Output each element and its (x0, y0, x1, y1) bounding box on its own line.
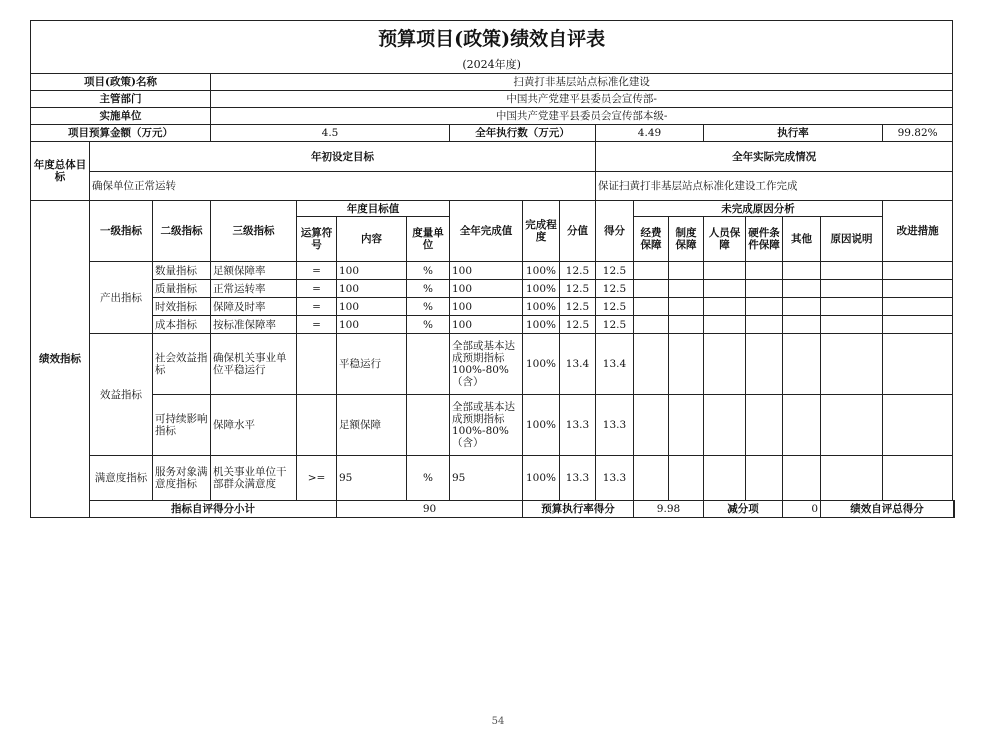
row-op (297, 334, 337, 395)
row-level3: 按标准保障率 (211, 316, 297, 334)
row-level3: 机关事业单位干部群众满意度 (211, 456, 297, 501)
header-target-group: 年度目标值 (297, 201, 450, 217)
row-op (297, 395, 337, 456)
row-earned: 13.3 (596, 456, 634, 501)
row-content: 100 (337, 316, 407, 334)
budget-value: 4.5 (211, 125, 450, 142)
header-level1: 一级指标 (90, 201, 153, 262)
header-earned: 得分 (596, 201, 634, 262)
output-label: 产出指标 (90, 262, 153, 334)
row-degree: 100% (523, 395, 560, 456)
page-number: 54 (491, 716, 505, 727)
header-fix: 改进措施 (883, 201, 953, 262)
budget-score-value: 9.98 (634, 501, 704, 518)
row-earned: 12.5 (596, 298, 634, 316)
row-op: = (297, 280, 337, 298)
rate-label: 执行率 (704, 125, 883, 142)
header-reason-group: 未完成原因分析 (634, 201, 883, 217)
row-level3: 足额保障率 (211, 262, 297, 280)
row-actual: 95 (450, 456, 523, 501)
row-level3: 确保机关事业单位平稳运行 (211, 334, 297, 395)
header-r1: 经费保障 (634, 217, 669, 262)
row-score: 13.4 (560, 334, 596, 395)
table-row (31, 395, 955, 456)
row-level2: 数量指标 (153, 262, 211, 280)
row-score: 12.5 (560, 262, 596, 280)
row-degree: 100% (523, 262, 560, 280)
actual-goal: 保证扫黄打非基层站点标准化建设工作完成 (596, 172, 953, 201)
row-level2: 质量指标 (153, 280, 211, 298)
row-content: 100 (337, 262, 407, 280)
header-content: 内容 (337, 217, 407, 262)
row-score: 12.5 (560, 316, 596, 334)
row-score: 12.5 (560, 298, 596, 316)
row-unit: % (407, 456, 450, 501)
row-earned: 13.3 (596, 395, 634, 456)
row-level3: 保障水平 (211, 395, 297, 456)
evaluation-table (30, 20, 955, 518)
header-level2: 二级指标 (153, 201, 211, 262)
header-r5: 其他 (783, 217, 821, 262)
satisfaction-label: 满意度指标 (90, 456, 153, 501)
unit-value: 中国共产党建平县委员会宣传部本级- (211, 108, 953, 125)
row-actual: 全部或基本达成预期指标100%-80%（含） (450, 395, 523, 456)
row-unit (407, 395, 450, 456)
perf-label: 绩效指标 (31, 201, 90, 518)
unit-label: 实施单位 (31, 108, 211, 125)
budget-score-label: 预算执行率得分 (523, 501, 634, 518)
total-value (954, 501, 955, 518)
row-actual: 100 (450, 298, 523, 316)
row-level2: 社会效益指标 (153, 334, 211, 395)
executed-label: 全年执行数（万元） (450, 125, 596, 142)
row-degree: 100% (523, 298, 560, 316)
table-row (31, 456, 955, 501)
rate-value: 99.82% (883, 125, 953, 142)
header-full-year: 全年完成值 (450, 201, 523, 262)
row-level3: 保障及时率 (211, 298, 297, 316)
row-earned: 12.5 (596, 280, 634, 298)
initial-goal-header: 年初设定目标 (90, 142, 596, 172)
row-score: 13.3 (560, 456, 596, 501)
subtotal-value: 90 (337, 501, 523, 518)
actual-goal-header: 全年实际完成情况 (596, 142, 953, 172)
initial-goal: 确保单位正常运转 (90, 172, 596, 201)
header-score: 分值 (560, 201, 596, 262)
dept-value: 中国共产党建平县委员会宣传部- (211, 91, 953, 108)
row-score: 12.5 (560, 280, 596, 298)
row-op: >= (297, 456, 337, 501)
row-earned: 12.5 (596, 262, 634, 280)
row-content: 100 (337, 280, 407, 298)
evaluation-sheet (30, 20, 955, 518)
row-degree: 100% (523, 316, 560, 334)
table-row (31, 316, 955, 334)
row-level3: 正常运转率 (211, 280, 297, 298)
row-unit: % (407, 262, 450, 280)
row-level2: 时效指标 (153, 298, 211, 316)
row-unit (407, 334, 450, 395)
table-row (31, 280, 955, 298)
row-actual: 100 (450, 262, 523, 280)
project-name-label: 项目(政策)名称 (31, 74, 211, 91)
row-content: 95 (337, 456, 407, 501)
row-level2: 可持续影响指标 (153, 395, 211, 456)
header-r3: 人员保障 (704, 217, 746, 262)
header-r4: 硬件条件保障 (746, 217, 783, 262)
row-degree: 100% (523, 334, 560, 395)
row-level2: 成本指标 (153, 316, 211, 334)
row-unit: % (407, 298, 450, 316)
deduct-value: 0 (783, 501, 821, 518)
year-label: (2024年度) (31, 56, 953, 74)
row-score: 13.3 (560, 395, 596, 456)
header-degree: 完成程度 (523, 201, 560, 262)
header-level3: 三级指标 (211, 201, 297, 262)
deduct-label: 减分项 (704, 501, 783, 518)
row-op: = (297, 298, 337, 316)
page-title: 预算项目(政策)绩效自评表 (31, 21, 953, 57)
goals-label: 年度总体目标 (31, 142, 90, 201)
dept-label: 主管部门 (31, 91, 211, 108)
row-op: = (297, 262, 337, 280)
benefit-label: 效益指标 (90, 334, 153, 456)
subtotal-label: 指标自评得分小计 (90, 501, 337, 518)
header-r6: 原因说明 (821, 217, 883, 262)
row-actual: 全部或基本达成预期指标100%-80%（含） (450, 334, 523, 395)
row-content: 平稳运行 (337, 334, 407, 395)
row-content: 100 (337, 298, 407, 316)
row-unit: % (407, 280, 450, 298)
header-r2: 制度保障 (669, 217, 704, 262)
executed-value: 4.49 (596, 125, 704, 142)
row-unit: % (407, 316, 450, 334)
row-actual: 100 (450, 280, 523, 298)
total-label: 绩效自评总得分 (821, 501, 954, 518)
budget-label: 项目预算金额（万元） (31, 125, 211, 142)
row-earned: 12.5 (596, 316, 634, 334)
table-row (31, 334, 955, 395)
row-op: = (297, 316, 337, 334)
table-row (31, 298, 955, 316)
row-earned: 13.4 (596, 334, 634, 395)
header-op: 运算符号 (297, 217, 337, 262)
project-name: 扫黄打非基层站点标准化建设 (211, 74, 953, 91)
row-level2: 服务对象满意度指标 (153, 456, 211, 501)
header-unit: 度量单位 (407, 217, 450, 262)
row-content: 足额保障 (337, 395, 407, 456)
row-actual: 100 (450, 316, 523, 334)
table-row (31, 262, 955, 280)
row-degree: 100% (523, 280, 560, 298)
row-degree: 100% (523, 456, 560, 501)
